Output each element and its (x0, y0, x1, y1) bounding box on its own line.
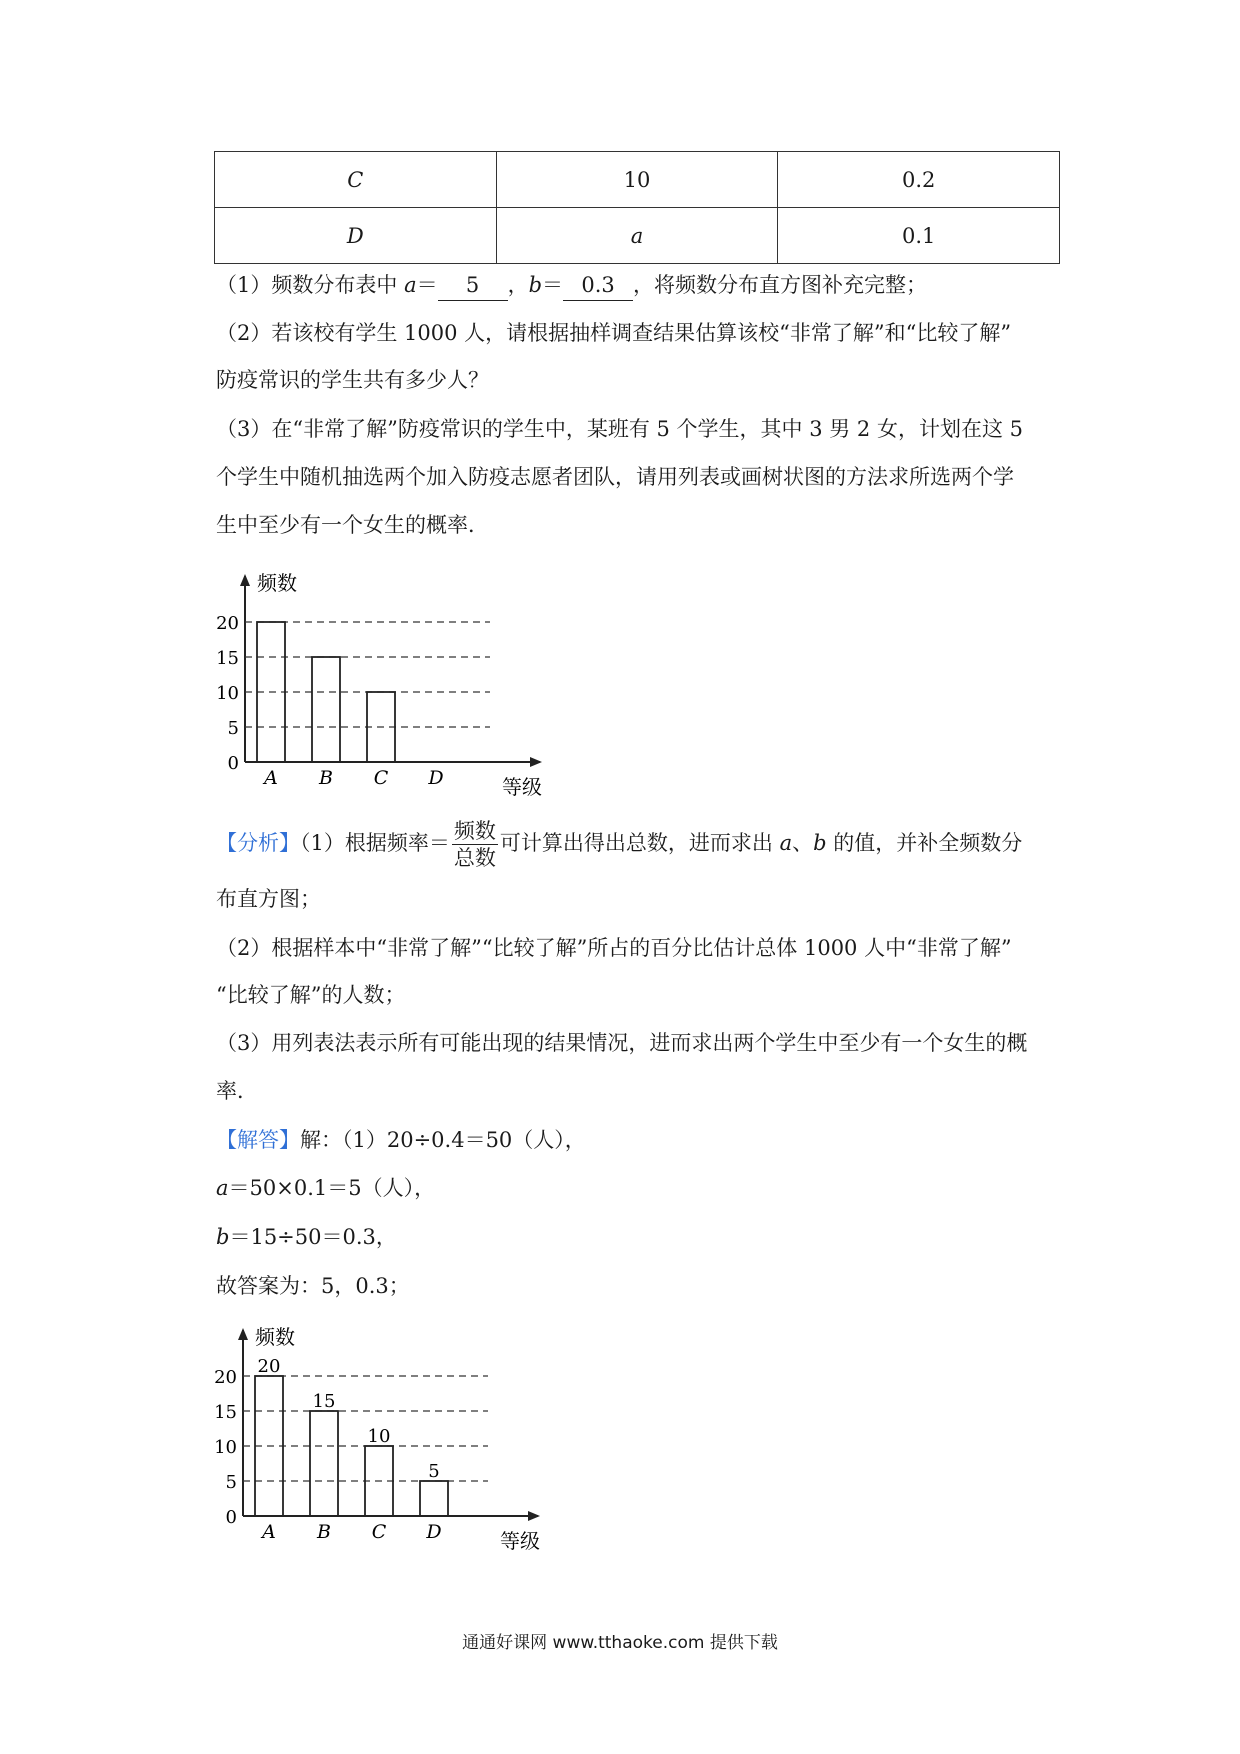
x-tick-label: B (317, 1521, 331, 1543)
y-axis-label: 频数 (255, 1325, 295, 1349)
equals-sign: ＝ (416, 273, 438, 297)
x-tick-label: C (371, 1521, 387, 1543)
y-tick-label: 10 (214, 1437, 237, 1458)
y-tick-label: 20 (216, 613, 239, 634)
question-3-line-2: 个学生中随机抽选两个加入防疫志愿者团队，请用列表或画树状图的方法求所选两个学 (216, 465, 1014, 489)
analysis-text: 的值，并补全频数分 (833, 831, 1023, 855)
separator: 、 (792, 831, 814, 855)
y-axis-arrow-icon (240, 574, 250, 586)
table-row (215, 208, 1060, 264)
question-1 (216, 270, 927, 301)
y-tick-label: 15 (214, 1402, 237, 1423)
x-tick-label: A (264, 767, 278, 789)
fraction-denominator: 总数 (453, 846, 496, 870)
x-tick-label: C (373, 767, 389, 789)
y-tick-label: 5 (227, 718, 239, 739)
bar-value-label: 5 (428, 1461, 440, 1482)
answer-line-1 (216, 1125, 586, 1155)
table-row (215, 152, 1060, 208)
variable-a: a (404, 273, 417, 297)
variable-a: a (779, 831, 793, 855)
answer-line-4: 故答案为：5，0.3； (216, 1274, 410, 1298)
question-3-line-1: （3）在“非常了解”防疫常识的学生中，某班有 5 个学生，其中 3 男 2 女，计划在这 5 (216, 417, 1024, 441)
x-axis-arrow-icon (528, 1511, 540, 1521)
table-cell-grade: D (215, 208, 497, 264)
x-tick-label: B (319, 767, 333, 789)
x-tick-label: D (426, 1521, 442, 1543)
equals-sign: ＝ (542, 273, 564, 297)
variable-b: b (528, 273, 543, 297)
bar (420, 1481, 448, 1516)
answer-text: ＝50×0.1＝5（人）， (228, 1176, 436, 1200)
analysis-line-3: （2）根据样本中“非常了解”“比较了解”所占的百分比估计总体 1000 人中“非常了解” (216, 936, 1012, 960)
table-cell-frequency: 0.1 (778, 208, 1060, 264)
y-tick-label: 0 (225, 1507, 237, 1528)
analysis-line-2: 布直方图； (216, 887, 321, 911)
bar-value-label: 20 (257, 1356, 281, 1377)
answer-tag: 【解答】 (216, 1128, 300, 1152)
y-tick-label: 15 (216, 648, 239, 669)
table-cell-grade: C (215, 152, 497, 208)
question-2-line-2: 防疫常识的学生共有多少人？ (216, 368, 489, 392)
answer-line-3 (216, 1222, 397, 1252)
x-axis-arrow-icon (530, 757, 542, 767)
table-cell-count: 10 (496, 152, 778, 208)
y-tick-label: 10 (216, 683, 239, 704)
answer-blank-a: 5 (438, 270, 508, 301)
histogram-answer (208, 1316, 558, 1561)
answer-text: ＝15÷50＝0.3， (229, 1225, 397, 1249)
fraction (452, 818, 498, 871)
table-cell-count: a (496, 208, 778, 264)
analysis-line-6: 率． (216, 1079, 258, 1103)
frequency-table (214, 151, 1060, 264)
y-tick-label: 5 (225, 1472, 237, 1493)
analysis-line-5: （3）用列表法表示所有可能出现的结果情况，进而求出两个学生中至少有一个女生的概 (216, 1031, 1028, 1055)
fraction-numerator: 频数 (453, 819, 496, 843)
histogram-question (210, 562, 560, 807)
x-tick-label: A (262, 1521, 276, 1543)
question-1-text: （1）频数分布表中 (216, 273, 398, 297)
separator: ， (507, 273, 529, 297)
y-tick-label: 0 (227, 753, 239, 774)
variable-b: b (813, 831, 827, 855)
analysis-text: 可计算出得出总数，进而求出 (499, 831, 773, 855)
footer-credit: 通通好课网 www.tthaoke.com 提供下载 (462, 1633, 778, 1653)
answer-text: 解：（1）20÷0.4＝50（人）， (300, 1128, 586, 1152)
y-axis-arrow-icon (238, 1328, 248, 1340)
analysis-line-1 (216, 818, 1022, 871)
bar-value-label: 10 (367, 1426, 391, 1447)
table-cell-frequency: 0.2 (778, 152, 1060, 208)
x-tick-label: D (428, 767, 444, 789)
bar (312, 657, 340, 762)
bar (310, 1411, 338, 1516)
bar-value-label: 15 (312, 1391, 336, 1412)
variable-a: a (216, 1176, 229, 1200)
question-3-line-3: 生中至少有一个女生的概率． (216, 513, 489, 537)
x-axis-label: 等级 (500, 1529, 540, 1553)
analysis-line-4: “比较了解”的人数； (216, 983, 406, 1007)
answer-blank-b: 0.3 (563, 270, 633, 301)
analysis-text: （1）根据频率＝ (300, 831, 450, 855)
variable-b: b (216, 1225, 230, 1249)
x-axis-label: 等级 (502, 775, 542, 799)
question-2-line-1: （2）若该校有学生 1000 人，请根据抽样调查结果估算该校“非常了解”和“比较了解” (216, 321, 1012, 345)
y-tick-label: 20 (214, 1367, 237, 1388)
y-axis-label: 频数 (257, 571, 297, 595)
answer-line-2 (216, 1173, 435, 1203)
analysis-tag: 【分析】 (216, 831, 300, 855)
question-1-suffix: ，将频数分布直方图补充完整； (633, 273, 928, 297)
